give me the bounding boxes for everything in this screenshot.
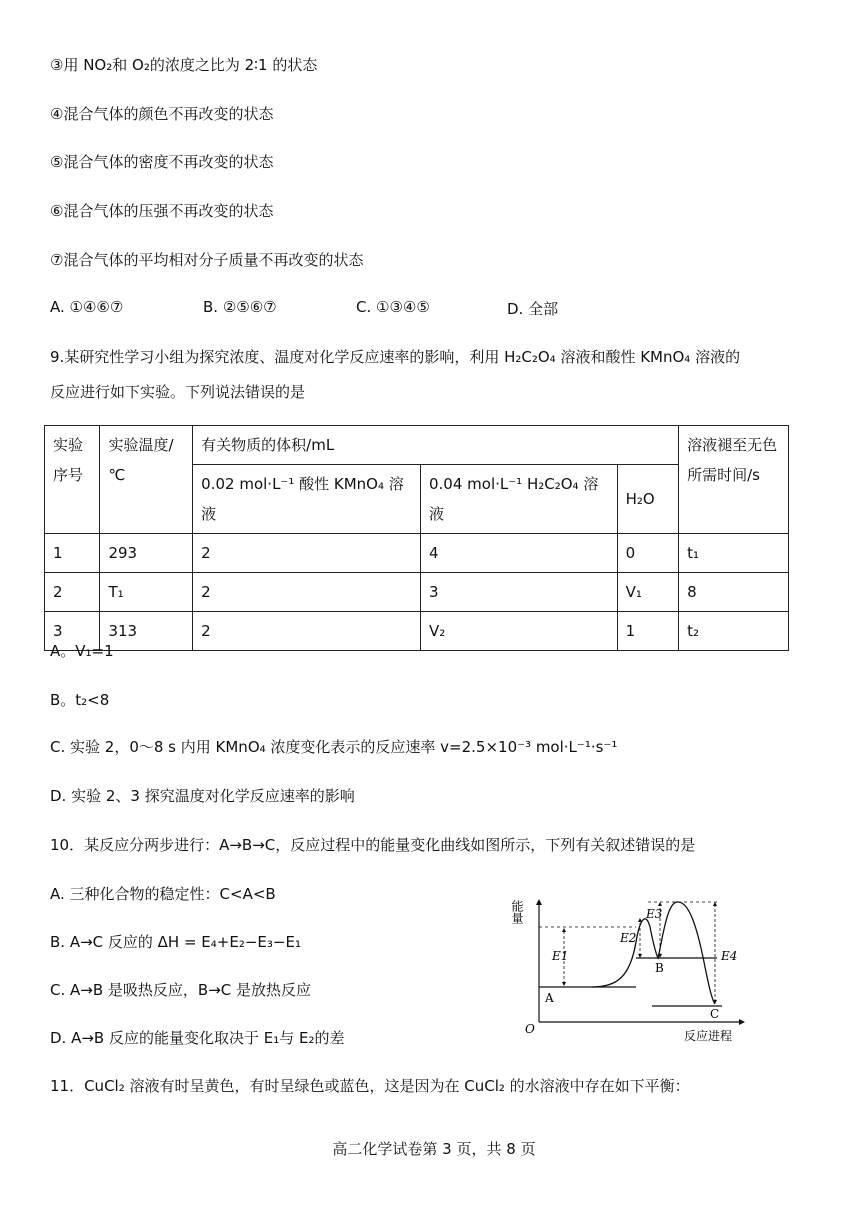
q8-option-d: D. 全部 bbox=[507, 300, 559, 318]
x-axis-label: 反应进程 bbox=[684, 1029, 733, 1043]
table-row bbox=[45, 573, 789, 612]
label-e3: E3 bbox=[646, 907, 663, 921]
header-volume: 有关物质的体积/mL bbox=[193, 426, 679, 465]
experiment-table bbox=[44, 425, 789, 651]
q8-item6: ⑥混合气体的压强不再改变的状态 bbox=[50, 202, 274, 220]
cell: 1 bbox=[617, 612, 678, 651]
label-c: C bbox=[710, 1007, 720, 1021]
q9-option-c: C. 实验 2，0～8 s 内用 KMnO₄ 浓度变化表示的反应速率 v=2.5×10⁻³ mol·L⁻¹·s⁻¹ bbox=[50, 738, 618, 756]
cell: 8 bbox=[679, 573, 789, 612]
q10-option-b: B. A→C 反应的 ΔH = E₄+E₂−E₃−E₁ bbox=[50, 933, 301, 951]
q8-item5: ⑤混合气体的密度不再改变的状态 bbox=[50, 153, 274, 171]
label-e4: E4 bbox=[721, 949, 738, 963]
label-a: A bbox=[545, 991, 554, 1005]
q8-option-b: B. ②⑤⑥⑦ bbox=[203, 298, 277, 316]
q9-stem-line1: 9.某研究性学习小组为探究浓度、温度对化学反应速率的影响，利用 H₂C₂O₄ 溶液和酸性 KMnO₄ 溶液的 bbox=[50, 348, 741, 366]
label-e1: E1 bbox=[552, 949, 569, 963]
cell: V₂ bbox=[421, 612, 618, 651]
header-exp-no: 实验序号 bbox=[45, 426, 100, 534]
q11-stem: 11．CuCl₂ 溶液有时呈黄色，有时呈绿色或蓝色，这是因为在 CuCl₂ 的水溶液中存在如下平衡： bbox=[50, 1077, 690, 1095]
q10-option-d: D. A→B 反应的能量变化取决于 E₁与 E₂的差 bbox=[50, 1029, 345, 1047]
cell: t₁ bbox=[679, 534, 789, 573]
table-row bbox=[45, 534, 789, 573]
q9-stem-line2: 反应进行如下实验。下列说法错误的是 bbox=[50, 383, 306, 401]
q8-option-a: A. ①④⑥⑦ bbox=[50, 298, 124, 316]
cell: 3 bbox=[45, 612, 100, 651]
label-b: B bbox=[655, 961, 664, 975]
header-time: 溶液褪至无色所需时间/s bbox=[679, 426, 789, 534]
cell: 0 bbox=[617, 534, 678, 573]
q9-option-a: A。V₁=1 bbox=[50, 642, 114, 660]
y-axis-label: 能量 bbox=[510, 900, 524, 924]
q9-option-b: B。t₂<8 bbox=[50, 691, 110, 709]
label-e2: E2 bbox=[620, 931, 637, 945]
cell: 293 bbox=[100, 534, 193, 573]
header-h2c2o4: 0.04 mol·L⁻¹ H₂C₂O₄ 溶液 bbox=[421, 465, 618, 534]
header-kmno4: 0.02 mol·L⁻¹ 酸性 KMnO₄ 溶液 bbox=[193, 465, 421, 534]
cell: 2 bbox=[193, 612, 421, 651]
q8-item4: ④混合气体的颜色不再改变的状态 bbox=[50, 105, 274, 123]
cell: 2 bbox=[193, 573, 421, 612]
q10-option-a: A. 三种化合物的稳定性：C<A<B bbox=[50, 885, 276, 903]
cell: 1 bbox=[45, 534, 100, 573]
page-footer: 高二化学试卷第 3 页，共 8 页 bbox=[332, 1140, 536, 1158]
cell: V₁ bbox=[617, 573, 678, 612]
header-h2o: H₂O bbox=[617, 465, 678, 534]
cell: 3 bbox=[421, 573, 618, 612]
q9-option-d: D. 实验 2、3 探究温度对化学反应速率的影响 bbox=[50, 787, 355, 805]
q10-option-c: C. A→B 是吸热反应，B→C 是放热反应 bbox=[50, 981, 311, 999]
table-row bbox=[45, 612, 789, 651]
energy-diagram bbox=[512, 882, 762, 1047]
header-temperature: 实验温度/℃ bbox=[100, 426, 193, 534]
cell: 313 bbox=[100, 612, 193, 651]
cell: 4 bbox=[421, 534, 618, 573]
cell: t₂ bbox=[679, 612, 789, 651]
cell: 2 bbox=[193, 534, 421, 573]
cell: T₁ bbox=[100, 573, 193, 612]
q10-stem: 10．某反应分两步进行：A→B→C，反应过程中的能量变化曲线如图所示，下列有关叙述错误的是 bbox=[50, 836, 696, 854]
q8-item7: ⑦混合气体的平均相对分子质量不再改变的状态 bbox=[50, 251, 364, 269]
cell: 2 bbox=[45, 573, 100, 612]
q8-item3: ③用 NO₂和 O₂的浓度之比为 2∶1 的状态 bbox=[50, 56, 318, 74]
origin-label: O bbox=[525, 1022, 535, 1036]
q8-option-c: C. ①③④⑤ bbox=[356, 298, 430, 316]
